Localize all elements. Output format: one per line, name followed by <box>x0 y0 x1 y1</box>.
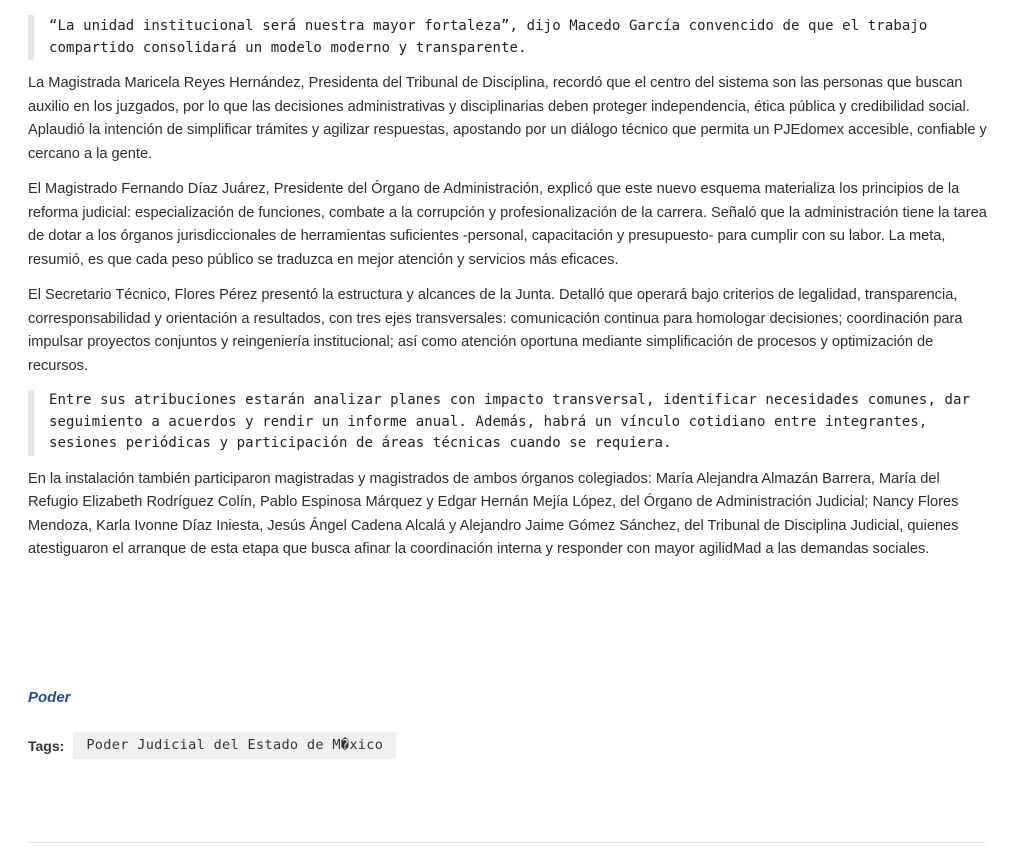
tag-chip[interactable]: Poder Judicial del Estado de M�xico <box>73 732 396 759</box>
tags-row <box>28 732 396 759</box>
article-body <box>28 0 988 562</box>
tags-label: Tags: <box>28 737 65 754</box>
article-paragraph: En la instalación también participaron magistradas y magistrados de ambos órganos colegiados: María Alejandra Almazán Barrera, María del Refugio Elizabeth Rodríguez Colín, Pablo Espinosa Márquez y Edgar Hernán Mejía López, del Órgano de Administración Judicial; Nancy Flores Mendoza, Karla Ivonne Díaz Iniesta, Jesús Ángel Cadena Alcalá y Alejandro Jaime Gómez Sánchez, del Tribunal de Disciplina Judicial, quienes atestiguaron el arranque de esta etapa que busca afinar la coordinación interna y responder con mayor agilidMad a las demandas sociales. <box>28 470 959 557</box>
article-paragraph: La Magistrada Maricela Reyes Hernández, Presidenta del Tribunal de Disciplina, recordó que el centro del sistema son las personas que buscan auxilio en los juzgados, por lo que las decisiones administrativas y disciplinarias deben proteger independencia, ética pública y credibilidad social. Aplaudió la intención de simplificar trámites y agilizar respuestas, apostando por un diálogo técnico que permita un PJEdomex accesible, confiable y cercano a la gente. <box>28 75 987 162</box>
article-paragraph: El Secretario Técnico, Flores Pérez presentó la estructura y alcances de la Junta. Detalló que operará bajo criterios de legalidad, transparencia, corresponsabilidad y orientación a resultados, con tres ejes transversales: comunicación continua para homologar decisiones; coordinación para impulsar proyectos conjuntos y reingeniería institucional; así como atención oportuna mediante simplificación de procesos y optimización de recursos. <box>28 287 963 374</box>
category-link[interactable]: Poder <box>28 689 71 706</box>
pull-quote: Entre sus atribuciones estarán analizar planes con impacto transversal, identificar necesidades comunes, dar seguimiento a acuerdos y rendir un informe anual. Además, habrá un vínculo cotidiano entre integrantes, sesiones periódicas y participación de áreas técnicas cuando se requiera. <box>28 390 988 456</box>
divider <box>28 842 986 843</box>
article-paragraph: El Magistrado Fernando Díaz Juárez, Presidente del Órgano de Administración, explicó que este nuevo esquema materializa los principios de la reforma judicial: especialización de funciones, combate a la corrupción y profesionalización de la carrera. Señaló que la administración tiene la tarea de dotar a los órganos jurisdiccionales de herramientas suficientes -personal, capacitación y presupuesto- para cumplir con su labor. La meta, resumió, es que cada peso público se traduzca en mejor atención y servicios más eficaces. <box>28 181 987 268</box>
blockquote-wrapper <box>28 390 988 456</box>
pull-quote: “La unidad institucional será nuestra mayor fortaleza”, dijo Macedo García convencido de que el trabajo compartido consolidará un modelo moderno y transparente. <box>28 15 988 60</box>
